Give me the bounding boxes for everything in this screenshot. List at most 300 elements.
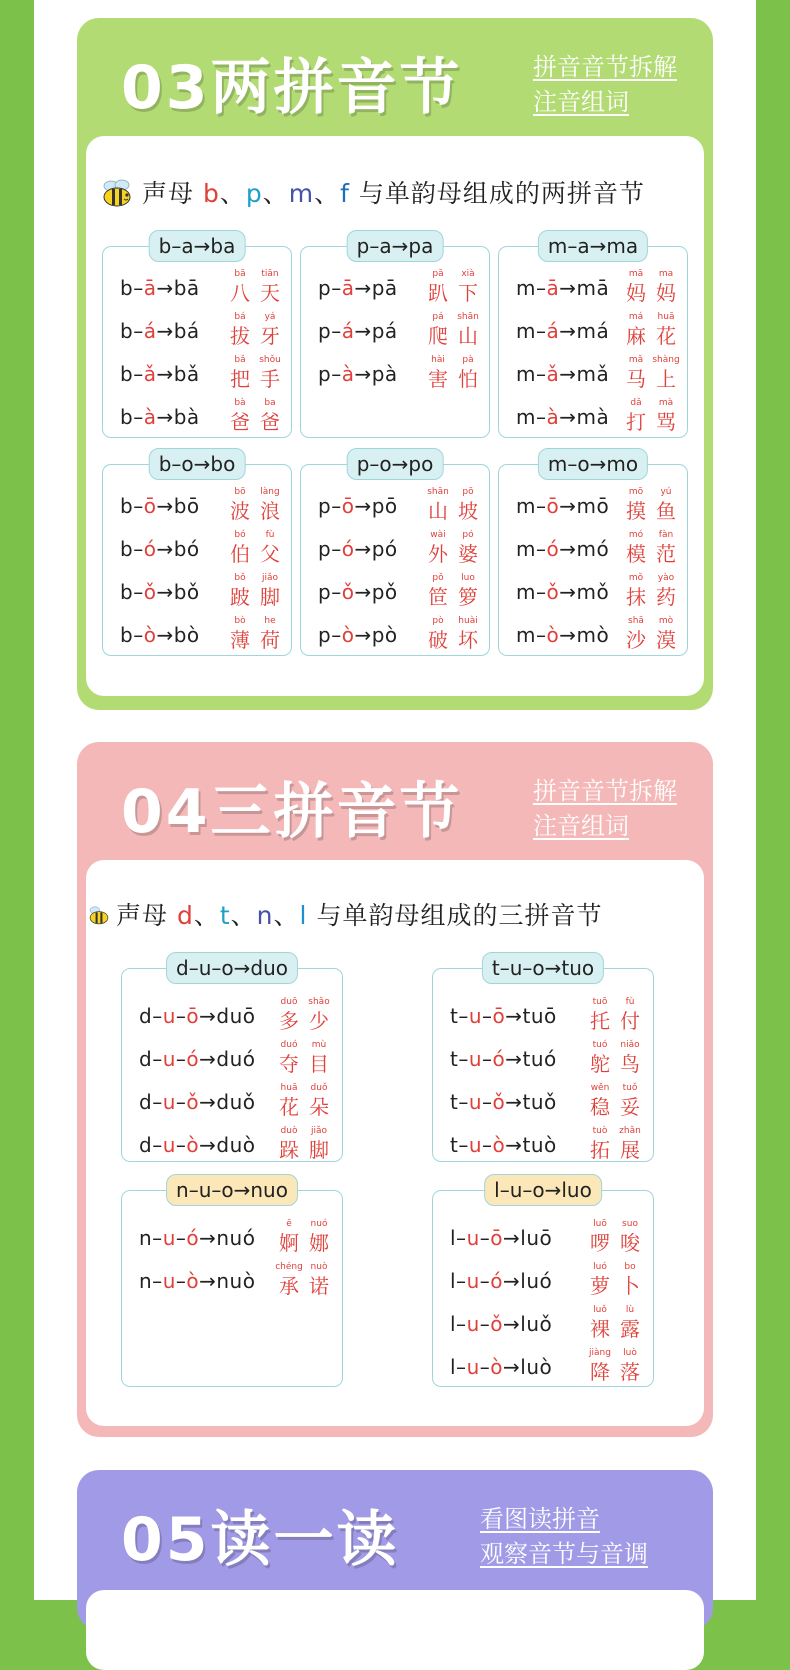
syllable-row: [122, 1124, 342, 1164]
syllable-box-tuo: [432, 956, 654, 1162]
dash: –: [175, 1090, 187, 1114]
content-card: [86, 1590, 704, 1670]
pinyin-annotation: shǒu: [259, 355, 281, 365]
heading-suffix: 与单韵母组成的两拼音节: [349, 179, 645, 208]
spelling-equation: [139, 1047, 256, 1071]
pinyin-annotation: yá: [264, 312, 276, 322]
spelling-equation: [120, 580, 200, 604]
word-character: [276, 995, 302, 1033]
example-word: [587, 1038, 643, 1076]
dash: –: [479, 1355, 491, 1379]
pinyin-annotation: zhǎn: [619, 1126, 641, 1136]
vowel-part: ā: [546, 276, 560, 300]
pinyin-annotation: shān: [427, 487, 449, 497]
card-heading: [86, 896, 602, 932]
initial-part: p–: [318, 537, 342, 561]
example-word: [425, 353, 481, 391]
dash: –: [482, 1047, 493, 1071]
hanzi: 鸟: [620, 1052, 640, 1076]
word-character: [455, 353, 481, 391]
word-character: [653, 353, 679, 391]
pinyin-annotation: shān: [457, 312, 479, 322]
syllable-box-duo: [121, 956, 343, 1162]
word-character: [617, 1260, 643, 1298]
syllable-row: [433, 1081, 653, 1121]
initial-part: d–: [139, 1090, 163, 1114]
spelling-equation: [120, 537, 200, 561]
vowel-part: ǒ: [341, 580, 355, 604]
spelling-equation: [318, 623, 398, 647]
content-card: [86, 136, 704, 696]
dash: –: [175, 1047, 187, 1071]
spelling-equation: [450, 1355, 552, 1379]
spelling-equation: [318, 276, 398, 300]
pinyin-annotation: mō: [628, 487, 644, 497]
hanzi: 牙: [260, 324, 280, 348]
example-word: [425, 310, 481, 348]
section-header: [77, 742, 713, 860]
pinyin-annotation: duō: [280, 997, 298, 1007]
syllable-row: [433, 1217, 653, 1257]
section-three-syllable: [77, 742, 713, 1437]
word-character: [306, 1217, 332, 1255]
subtitle-line-2[interactable]: 注音组词: [533, 812, 629, 840]
pinyin-annotation: bà: [234, 398, 246, 408]
hanzi: 露: [620, 1317, 640, 1341]
vowel-part: á: [546, 319, 560, 343]
subtitle-line-1[interactable]: 看图读拼音: [480, 1505, 600, 1533]
pinyin-annotation: ma: [658, 269, 674, 279]
word-character: [617, 1217, 643, 1255]
section-read: [77, 1470, 713, 1630]
result-part: →luó: [503, 1269, 553, 1293]
result-part: →pò: [354, 623, 398, 647]
syllable-row: [301, 353, 489, 393]
pinyin-annotation: he: [264, 616, 276, 626]
vowel-part: u: [162, 1133, 176, 1157]
hanzi: 多: [279, 1009, 299, 1033]
hanzi: 父: [260, 542, 280, 566]
example-word: [587, 995, 643, 1033]
subtitle-line-2[interactable]: 观察音节与音调: [480, 1540, 648, 1568]
hanzi: 波: [230, 499, 250, 523]
pinyin-annotation: pò: [432, 616, 444, 626]
pinyin-annotation: bǎ: [234, 355, 246, 365]
example-word: [276, 1217, 332, 1255]
vowel-part: u: [162, 1047, 176, 1071]
vowel-part: u: [162, 1090, 176, 1114]
hanzi: 诺: [309, 1274, 329, 1298]
dash: –: [175, 1133, 187, 1157]
initial-part: d–: [139, 1047, 163, 1071]
pinyin-annotation: bò: [234, 616, 246, 626]
box-title-tag: t–u–o→tuo: [482, 952, 604, 984]
dash: –: [482, 1004, 493, 1028]
word-character: [587, 1260, 613, 1298]
example-word: [425, 528, 481, 566]
syllable-row: [122, 1081, 342, 1121]
hanzi: 上: [656, 367, 676, 391]
example-word: [227, 310, 283, 348]
pinyin-annotation: luò: [623, 1348, 637, 1358]
initial-part: b–: [120, 537, 144, 561]
pinyin-annotation: mò: [658, 616, 674, 626]
box-title-tag: b–a→ba: [149, 230, 246, 262]
syllable-row: [499, 396, 687, 436]
hanzi: 落: [620, 1360, 640, 1384]
initial-part: b–: [120, 405, 144, 429]
example-word: [227, 571, 283, 609]
example-word: [276, 1081, 332, 1119]
syllable-row: [433, 1346, 653, 1386]
example-word: [276, 1124, 332, 1162]
hanzi: 娜: [309, 1231, 329, 1255]
example-word: [587, 1124, 643, 1162]
vowel-part: ó: [490, 1269, 503, 1293]
syllable-row: [103, 571, 291, 611]
word-character: [306, 1124, 332, 1162]
result-part: →bà: [156, 405, 200, 429]
hanzi: 稳: [590, 1095, 610, 1119]
pinyin-annotation: jiǎo: [261, 573, 279, 583]
word-character: [455, 310, 481, 348]
syllable-box-mo: [498, 452, 688, 656]
vowel-part: ō: [186, 1004, 200, 1028]
vowel-part: u: [468, 1004, 483, 1028]
syllable-row: [301, 528, 489, 568]
vowel-part: ǎ: [546, 362, 560, 386]
spelling-equation: [139, 1133, 256, 1157]
word-character: [455, 485, 481, 523]
example-word: [623, 267, 679, 305]
section-subtitle: [533, 50, 677, 120]
example-word: [425, 571, 481, 609]
vowel-part: ò: [186, 1269, 200, 1293]
hanzi: 山: [458, 324, 478, 348]
syllable-box-bo: [102, 452, 292, 656]
hanzi: 摸: [626, 499, 646, 523]
example-word: [227, 528, 283, 566]
result-part: →mò: [559, 623, 610, 647]
hanzi: 夺: [279, 1052, 299, 1076]
subtitle-line-1[interactable]: 拼音音节拆解: [533, 777, 677, 805]
section-title: 05读一读: [121, 1505, 400, 1575]
word-character: [425, 614, 451, 652]
dash: –: [482, 1133, 493, 1157]
syllable-row: [103, 353, 291, 393]
letter-f: f: [340, 179, 350, 208]
syllable-row: [301, 267, 489, 307]
subtitle-line-2[interactable]: 注音组词: [533, 88, 629, 116]
pinyin-annotation: bá: [234, 312, 246, 322]
vowel-part: à: [546, 405, 560, 429]
initial-part: m–: [516, 537, 547, 561]
vowel-part: u: [466, 1226, 480, 1250]
hanzi: 范: [656, 542, 676, 566]
subtitle-line-1[interactable]: 拼音音节拆解: [533, 53, 677, 81]
hanzi: 托: [590, 1009, 610, 1033]
word-character: [587, 1038, 613, 1076]
pinyin-annotation: fù: [625, 997, 635, 1007]
syllable-row: [103, 310, 291, 350]
word-character: [306, 995, 332, 1033]
letter-b: b: [202, 179, 220, 208]
vowel-part: á: [143, 319, 157, 343]
hanzi: 漠: [656, 628, 676, 652]
result-part: →tuó: [505, 1047, 557, 1071]
syllable-row: [122, 1217, 342, 1257]
word-character: [257, 396, 283, 434]
card-heading: [98, 174, 645, 210]
hanzi: 妈: [626, 281, 646, 305]
vowel-part: u: [162, 1004, 176, 1028]
initial-part: b–: [120, 623, 144, 647]
hanzi: 少: [309, 1009, 329, 1033]
initial-part: t–: [450, 1090, 469, 1114]
pinyin-annotation: luǒ: [593, 1305, 607, 1315]
box-title-tag: p–o→po: [347, 448, 444, 480]
vowel-part: ó: [186, 1047, 200, 1071]
word-character: [617, 995, 643, 1033]
initial-part: l–: [450, 1226, 467, 1250]
pinyin-annotation: suo: [622, 1219, 638, 1229]
word-character: [306, 1081, 332, 1119]
spelling-equation: [139, 1090, 256, 1114]
separator: 、: [193, 901, 220, 930]
pinyin-annotation: yú: [660, 487, 672, 497]
hanzi: 花: [279, 1095, 299, 1119]
hanzi: 把: [230, 367, 250, 391]
example-word: [425, 267, 481, 305]
letter-l: l: [299, 901, 308, 930]
word-character: [617, 1038, 643, 1076]
word-character: [425, 485, 451, 523]
word-character: [623, 310, 649, 348]
pinyin-annotation: pǒ: [432, 573, 444, 583]
example-word: [227, 353, 283, 391]
pinyin-annotation: mǒ: [628, 573, 644, 583]
result-part: →bǎ: [156, 362, 200, 386]
example-word: [623, 485, 679, 523]
spelling-equation: [120, 319, 200, 343]
spelling-equation: [516, 276, 609, 300]
letter-d: d: [176, 901, 194, 930]
hanzi: 脚: [260, 585, 280, 609]
separator: 、: [219, 179, 246, 208]
vowel-part: ō: [490, 1226, 503, 1250]
word-character: [587, 1081, 613, 1119]
initial-part: d–: [139, 1133, 163, 1157]
pinyin-annotation: chéng: [275, 1262, 303, 1272]
word-character: [227, 353, 253, 391]
syllable-row: [103, 267, 291, 307]
hanzi: 天: [260, 281, 280, 305]
example-word: [276, 995, 332, 1033]
syllable-row: [301, 571, 489, 611]
pinyin-annotation: huā: [280, 1083, 298, 1093]
syllable-row: [103, 614, 291, 654]
separator: 、: [262, 179, 289, 208]
letter-n: n: [256, 901, 274, 930]
vowel-part: á: [341, 319, 355, 343]
spelling-equation: [516, 623, 609, 647]
word-character: [653, 485, 679, 523]
word-character: [306, 1038, 332, 1076]
word-character: [257, 310, 283, 348]
initial-part: b–: [120, 276, 144, 300]
syllable-row: [301, 310, 489, 350]
hanzi: 裸: [590, 1317, 610, 1341]
dash: –: [479, 1312, 491, 1336]
section-subtitle: [533, 774, 677, 844]
result-part: →mà: [559, 405, 610, 429]
spelling-equation: [450, 1269, 552, 1293]
example-word: [623, 396, 679, 434]
example-word: [227, 614, 283, 652]
hanzi: 婀: [279, 1231, 299, 1255]
syllable-row: [433, 1260, 653, 1300]
syllable-row: [499, 528, 687, 568]
pinyin-annotation: pó: [462, 530, 474, 540]
vowel-part: ǒ: [492, 1090, 506, 1114]
hanzi: 唆: [620, 1231, 640, 1255]
dash: –: [479, 1226, 491, 1250]
initial-part: b–: [120, 319, 144, 343]
pinyin-annotation: mā: [628, 269, 644, 279]
initial-part: p–: [318, 276, 342, 300]
hanzi: 付: [620, 1009, 640, 1033]
spelling-equation: [120, 405, 200, 429]
vowel-part: ǒ: [490, 1312, 503, 1336]
word-character: [587, 1217, 613, 1255]
pinyin-annotation: ē: [286, 1219, 292, 1229]
vowel-part: ō: [492, 1004, 506, 1028]
example-word: [587, 1346, 643, 1384]
spelling-equation: [318, 319, 398, 343]
initial-part: l–: [450, 1312, 467, 1336]
spelling-equation: [318, 537, 398, 561]
word-character: [257, 485, 283, 523]
hanzi: 坏: [458, 628, 478, 652]
syllable-row: [103, 485, 291, 525]
box-title-tag: n–u–o→nuo: [166, 1174, 298, 1206]
pinyin-annotation: fàn: [658, 530, 674, 540]
pinyin-annotation: pā: [432, 269, 444, 279]
example-word: [276, 1260, 332, 1298]
syllable-row: [103, 396, 291, 436]
vowel-part: ǒ: [186, 1090, 200, 1114]
hanzi: 朵: [309, 1095, 329, 1119]
result-part: →mā: [559, 276, 610, 300]
vowel-part: u: [468, 1090, 483, 1114]
hanzi: 药: [656, 585, 676, 609]
spelling-equation: [120, 623, 200, 647]
vowel-part: ó: [341, 537, 355, 561]
hanzi: 花: [656, 324, 676, 348]
result-part: →pá: [354, 319, 398, 343]
example-word: [623, 528, 679, 566]
hanzi: 马: [626, 367, 646, 391]
pinyin-annotation: duó: [280, 1040, 298, 1050]
word-character: [227, 528, 253, 566]
hanzi: 坡: [458, 499, 478, 523]
initial-part: l–: [450, 1269, 467, 1293]
vowel-part: ò: [492, 1133, 506, 1157]
pinyin-annotation: luō: [593, 1219, 607, 1229]
initial-part: t–: [450, 1004, 469, 1028]
word-character: [617, 1124, 643, 1162]
pinyin-annotation: tiān: [261, 269, 279, 279]
word-character: [276, 1038, 302, 1076]
initial-part: m–: [516, 623, 547, 647]
example-word: [623, 571, 679, 609]
initial-part: p–: [318, 623, 342, 647]
spelling-equation: [139, 1226, 255, 1250]
spelling-equation: [139, 1269, 255, 1293]
hanzi: 卜: [620, 1274, 640, 1298]
separator: 、: [314, 179, 341, 208]
example-word: [587, 1303, 643, 1341]
pinyin-annotation: bō: [234, 487, 246, 497]
example-word: [227, 396, 283, 434]
hanzi: 打: [626, 410, 646, 434]
box-title-tag: l–u–o→luo: [484, 1174, 602, 1206]
section-title: 04三拼音节: [121, 777, 463, 847]
word-character: [623, 614, 649, 652]
hanzi: 浪: [260, 499, 280, 523]
vowel-part: ō: [143, 494, 157, 518]
pinyin-annotation: bó: [234, 530, 246, 540]
result-part: →mǎ: [559, 362, 610, 386]
section-subtitle: [480, 1502, 648, 1572]
initial-part: n–: [139, 1269, 163, 1293]
result-part: →pā: [354, 276, 398, 300]
heading-prefix: 声母: [116, 901, 177, 930]
result-part: →bō: [156, 494, 200, 518]
pinyin-annotation: pà: [462, 355, 474, 365]
pinyin-annotation: luó: [593, 1262, 607, 1272]
hanzi: 八: [230, 281, 250, 305]
pinyin-annotation: mó: [628, 530, 644, 540]
syllable-row: [499, 353, 687, 393]
dash: –: [175, 1226, 187, 1250]
vowel-part: u: [466, 1269, 480, 1293]
syllable-row: [499, 485, 687, 525]
hanzi: 鱼: [656, 499, 676, 523]
letter-t: t: [219, 901, 231, 930]
word-character: [617, 1303, 643, 1341]
vowel-part: ǎ: [143, 362, 157, 386]
box-title-tag: p–a→pa: [347, 230, 444, 262]
separator: 、: [230, 901, 257, 930]
syllable-row: [301, 614, 489, 654]
vowel-part: u: [162, 1269, 176, 1293]
example-word: [227, 485, 283, 523]
initial-part: l–: [450, 1355, 467, 1379]
pinyin-annotation: bǒ: [234, 573, 246, 583]
pinyin-annotation: bo: [624, 1262, 636, 1272]
pinyin-annotation: jiǎo: [310, 1126, 328, 1136]
hanzi: 破: [428, 628, 448, 652]
spelling-equation: [120, 362, 200, 386]
spelling-equation: [450, 1226, 552, 1250]
word-character: [587, 1303, 613, 1341]
pinyin-annotation: shā: [628, 616, 644, 626]
hanzi: 荷: [260, 628, 280, 652]
word-character: [617, 1346, 643, 1384]
result-part: →bò: [156, 623, 200, 647]
initial-part: b–: [120, 494, 144, 518]
